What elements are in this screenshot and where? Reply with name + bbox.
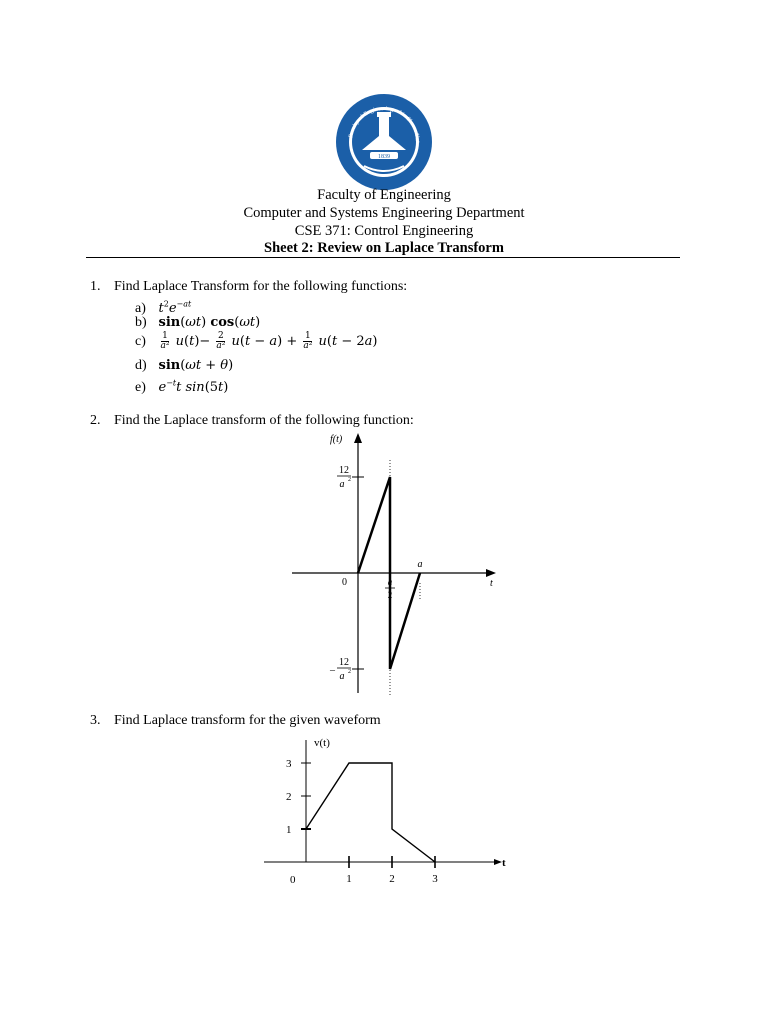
item-formula: sin(ωt + θ): [158, 358, 234, 373]
tick-label-bottom-num: 12: [339, 657, 349, 668]
y-tick-label: 3: [286, 758, 292, 770]
x-axis-arrow: [494, 859, 502, 865]
svg-text:2: 2: [348, 669, 351, 675]
seal-ring-text: Faculty of Engineering - Ain Shams Uni: [348, 105, 421, 143]
question-text: Find the Laplace transform of the following function:: [114, 413, 414, 428]
tick-label-a: a: [417, 559, 423, 570]
question-text: Find Laplace transform for the given waveform: [114, 713, 381, 728]
item-label: b): [135, 315, 147, 330]
x-axis-arrow: [486, 569, 496, 577]
question-number: 1.: [90, 279, 101, 294]
list-item: [135, 332, 378, 351]
course-name: CSE 371: Control Engineering: [294, 223, 474, 239]
tick-label-bottom-minus: –: [330, 665, 335, 676]
y-axis-arrow: [354, 433, 362, 443]
item-label: d): [135, 358, 147, 373]
figure-piecewise-function: [280, 425, 510, 700]
x-axis-label: t: [490, 578, 493, 589]
y-axis-label: v(t): [314, 737, 330, 749]
svg-text:2: 2: [348, 477, 351, 483]
item-label: c): [135, 334, 146, 349]
tick-label-half-den: 2: [387, 590, 393, 600]
question-3: [90, 712, 381, 729]
item-label: a): [135, 301, 146, 317]
question-number: 2.: [90, 413, 101, 428]
list-item: [135, 357, 233, 374]
origin-label: 0: [342, 577, 347, 588]
waveform-curve: [306, 763, 435, 862]
y-axis-label: f(t): [330, 434, 343, 445]
question-text: Find Laplace Transform for the following functions:: [114, 279, 408, 294]
seal-tower: [379, 116, 389, 150]
item-formula: $\frac{1}{\text{a²}}$ u(t)− $\frac{2}{\text{a²}}$ u(t − a) + $\frac{1}{\text{a²}}$ u(t − 2a): [160, 331, 378, 351]
item-formula: $e^{-t}t$ sin(5t): [158, 379, 229, 396]
tick-label-top-num: 12: [339, 465, 349, 476]
university-seal-icon: [334, 92, 434, 192]
item-formula: sin(ωt) cos(ωt): [158, 315, 261, 330]
y-tick-label: 2: [286, 791, 292, 803]
list-item: [135, 375, 228, 396]
question-1: [90, 278, 407, 295]
origin-label: 0: [290, 874, 296, 886]
x-tick-label: 2: [389, 873, 395, 885]
sheet-title: Sheet 2: Review on Laplace Transform: [264, 240, 504, 256]
list-item: [135, 314, 260, 331]
item-label: e): [135, 380, 146, 396]
tick-label-half-num: a: [387, 577, 393, 587]
item-formula: $t^2e^{-at}$: [158, 300, 192, 317]
x-tick-label: 1: [346, 873, 352, 885]
tick-label-top-den: a: [339, 479, 345, 490]
x-axis-label: t: [502, 857, 506, 869]
department-name: Computer and Systems Engineering Department: [243, 205, 525, 221]
tick-label-bottom-den: a: [339, 671, 345, 682]
question-number: 3.: [90, 713, 101, 728]
x-tick-label: 3: [432, 873, 438, 885]
faculty-name: Faculty of Engineering: [317, 187, 451, 203]
seal-year: 1839: [378, 154, 390, 160]
axis-ticks: [286, 758, 438, 885]
figure-waveform: [260, 730, 520, 890]
header-divider: [86, 257, 680, 258]
y-tick-label: 1: [286, 824, 292, 836]
